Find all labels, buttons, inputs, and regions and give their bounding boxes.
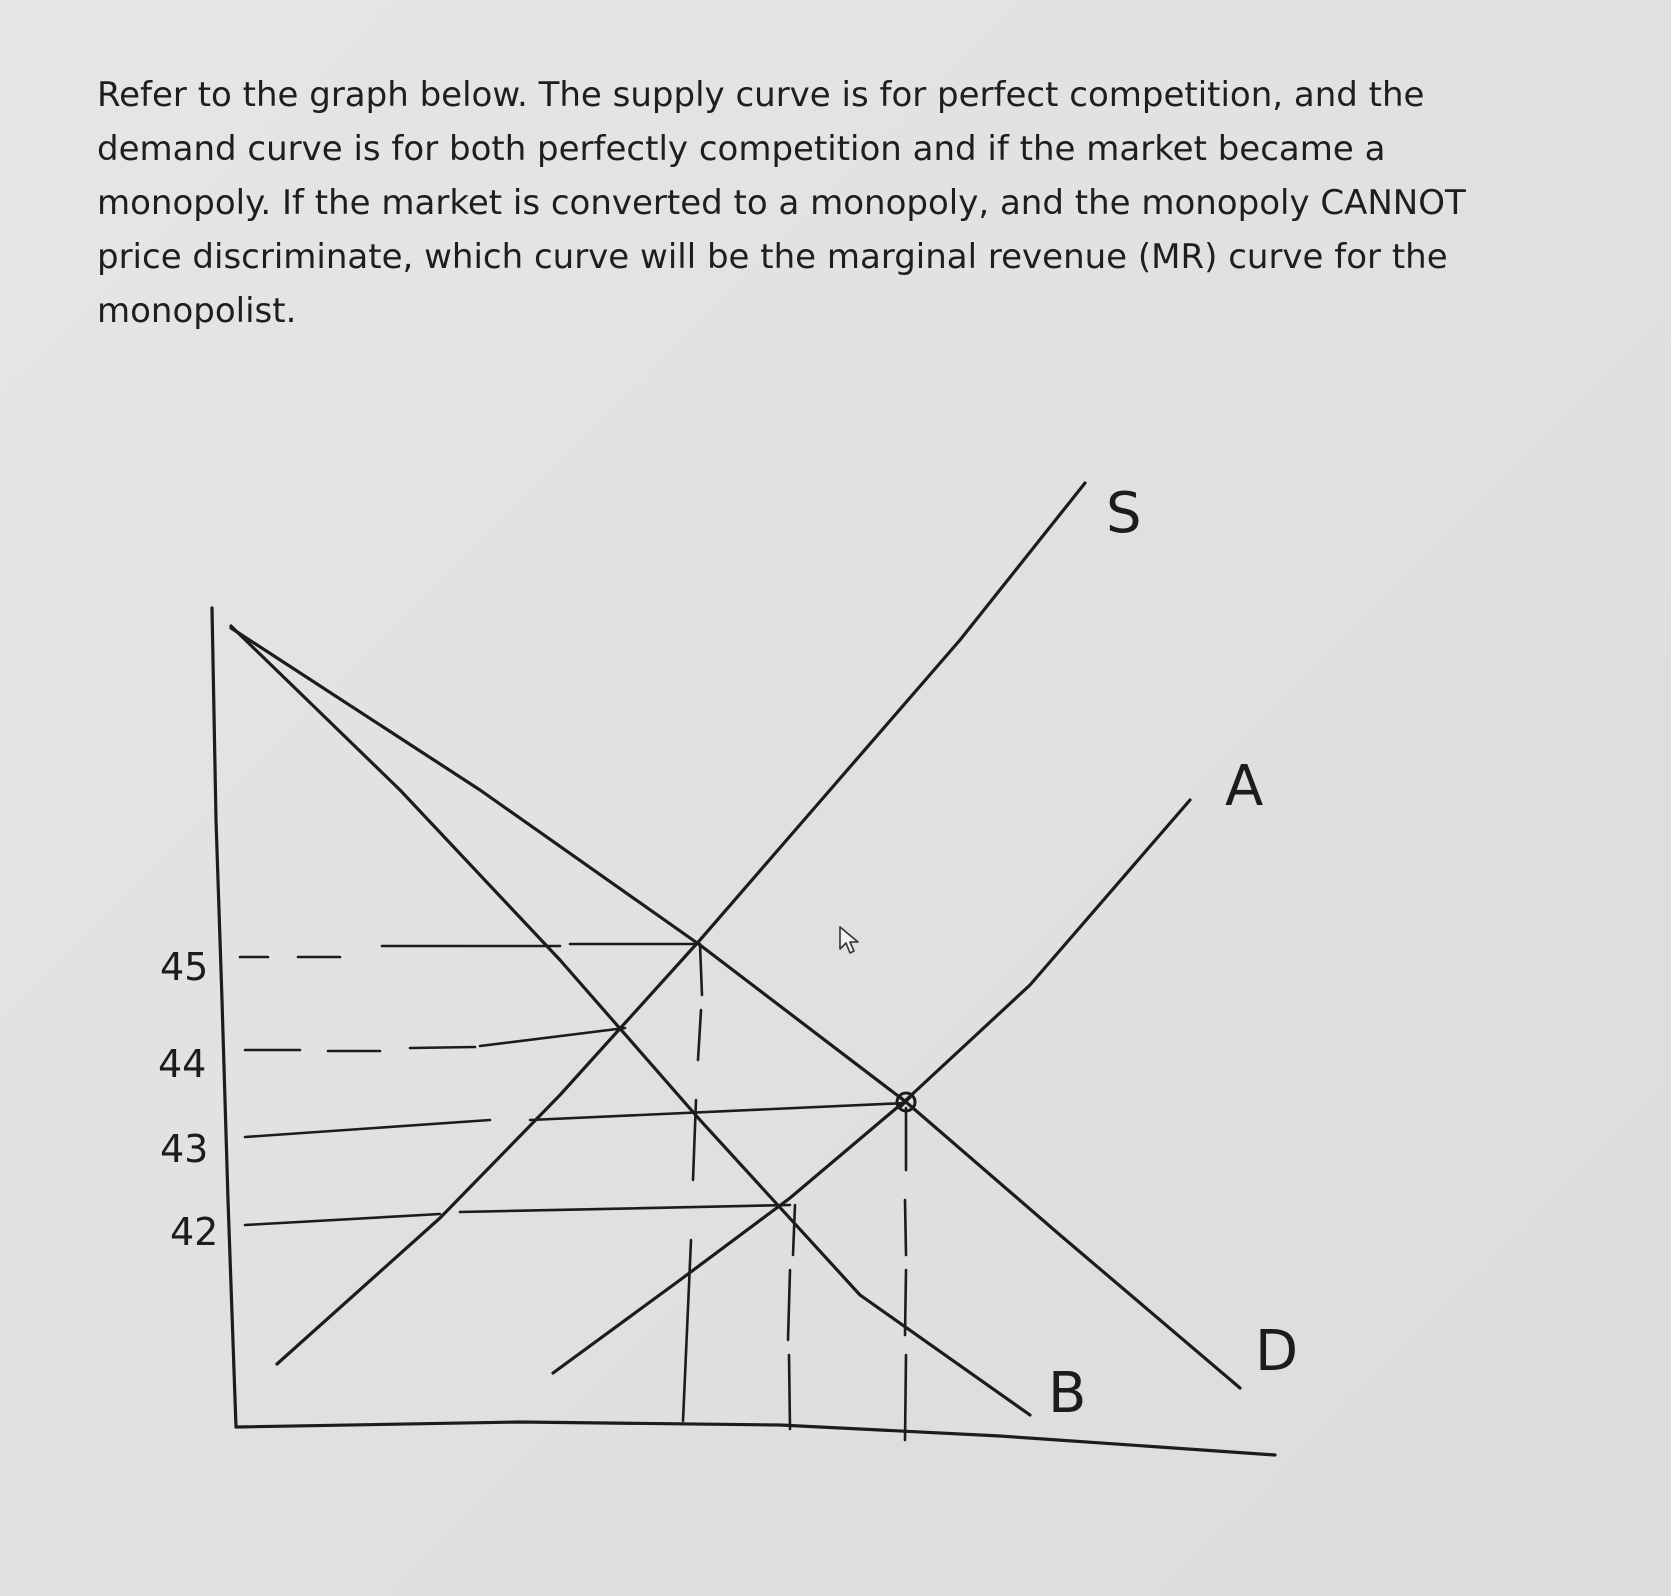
y-tick-label: 44 [158, 1042, 207, 1086]
price-line-43 [245, 1103, 906, 1137]
price-line-45 [240, 944, 700, 957]
demand-curve [231, 628, 1240, 1388]
y-tick-label: 42 [170, 1210, 219, 1254]
mouse-pointer-icon [838, 925, 862, 957]
question-line: Refer to the graph below. The supply curve is for perfect competition, and the [97, 75, 1425, 115]
price-line-42 [245, 1205, 790, 1225]
curve-b-label: B [1048, 1361, 1087, 1426]
question-line: price discriminate, which curve will be the marginal revenue (MR) curve for the [97, 237, 1448, 277]
supply-curve-label: S [1106, 481, 1142, 546]
y-tick-label: 43 [160, 1127, 209, 1171]
question-line: monopolist. [97, 291, 297, 331]
supply-curve [277, 483, 1085, 1364]
demand-curve-label: D [1255, 1319, 1299, 1384]
y-tick-label: 45 [160, 945, 209, 989]
curve-a [553, 800, 1190, 1373]
x-axis [236, 1422, 1275, 1455]
quantity-line-3 [905, 1108, 906, 1440]
question-line: monopoly. If the market is converted to a monopoly, and the monopoly CANNOT [97, 183, 1466, 223]
curve-a-label: A [1225, 754, 1264, 819]
y-axis [212, 608, 236, 1427]
question-line: demand curve is for both perfectly competition and if the market became a [97, 129, 1386, 169]
quantity-line-2 [788, 1205, 795, 1429]
price-line-44 [245, 1028, 625, 1051]
quantity-line-1 [683, 945, 702, 1421]
